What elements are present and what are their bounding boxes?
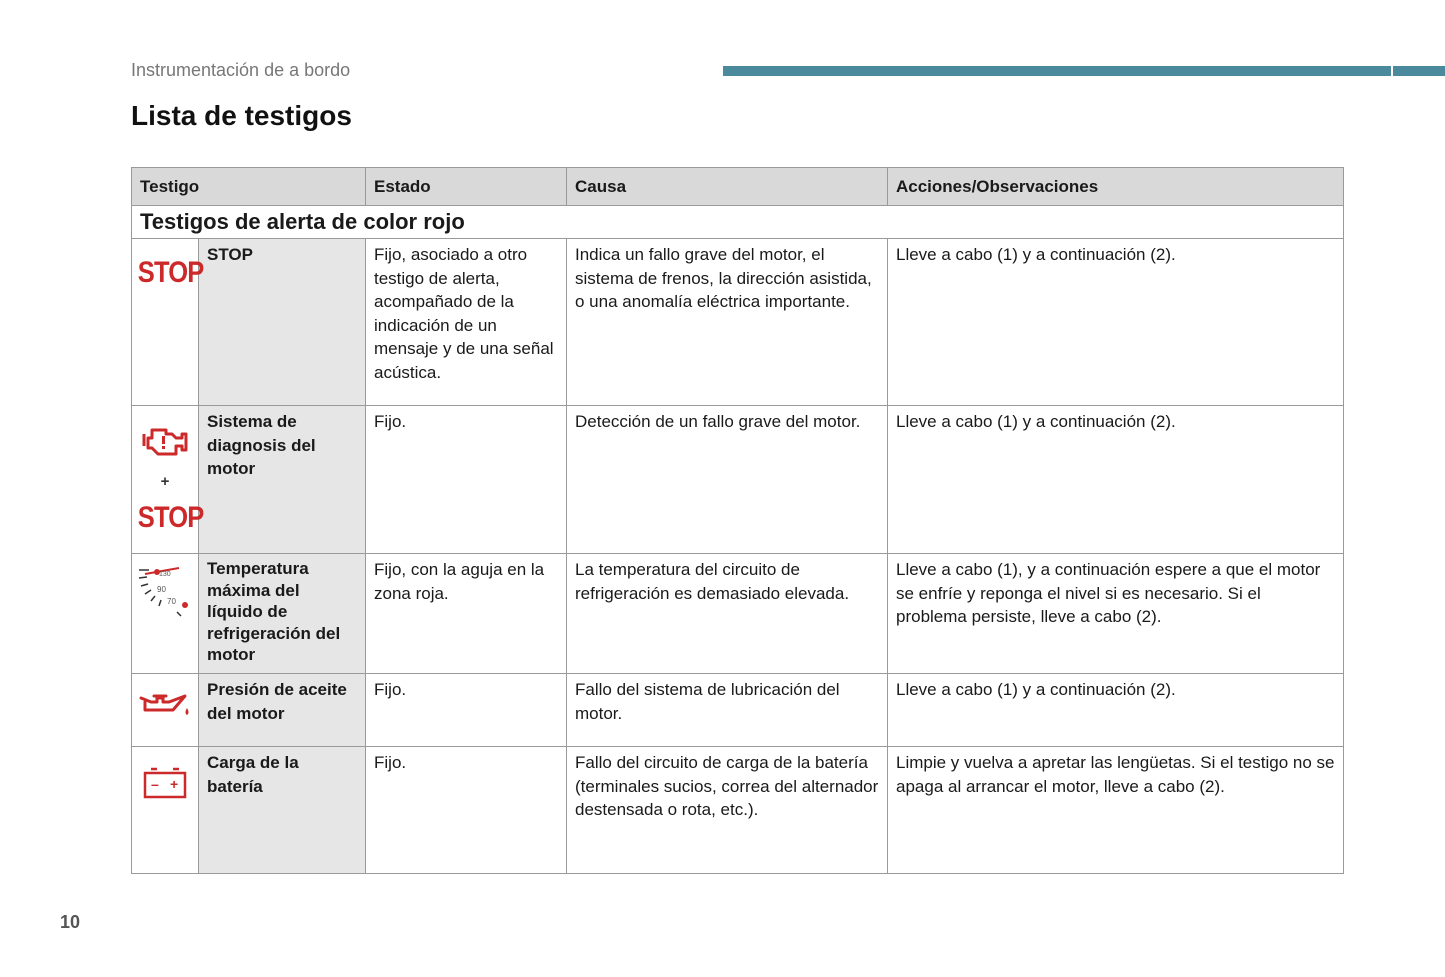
acciones-cell: Lleve a cabo (1) y a continuación (2). bbox=[888, 406, 1344, 554]
warning-name: Sistema de diagnosis del motor bbox=[199, 406, 366, 554]
table-row bbox=[132, 747, 1344, 874]
gauge-label: 70 bbox=[167, 597, 176, 606]
causa-cell: Detección de un fallo grave del motor. bbox=[567, 406, 888, 554]
plus-sign: + bbox=[160, 473, 170, 490]
estado-cell: Fijo, con la aguja en la zona roja. bbox=[366, 554, 567, 674]
estado-cell: Fijo. bbox=[366, 406, 567, 554]
column-header-causa: Causa bbox=[567, 168, 888, 206]
causa-cell: Fallo del circuito de carga de la batería (terminales sucios, correa del alternador destensada o rota, etc.). bbox=[567, 747, 888, 874]
engine-diagnosis-icon-cell bbox=[132, 406, 204, 554]
group-title: Testigos de alerta de color rojo bbox=[132, 206, 1344, 239]
warning-name: STOP bbox=[199, 239, 366, 406]
warning-name: Temperatura máxima del líquido de refrigeración del motor bbox=[199, 554, 366, 674]
estado-cell: Fijo, asociado a otro testigo de alerta, acompañado de la indicación de un mensaje y de una señal acústica. bbox=[366, 239, 567, 406]
acciones-cell: Lleve a cabo (1) y a continuación (2). bbox=[888, 674, 1344, 747]
battery-charge-icon-cell bbox=[132, 747, 199, 874]
table-row bbox=[132, 674, 1344, 747]
group-row bbox=[132, 206, 1344, 239]
table-header-row bbox=[132, 168, 1344, 206]
table-row bbox=[132, 406, 1344, 554]
warning-name: Carga de la batería bbox=[199, 747, 366, 874]
oil-pressure-icon bbox=[137, 688, 193, 724]
table-row bbox=[132, 239, 1344, 406]
column-header-testigo: Testigo bbox=[132, 168, 366, 206]
coolant-temperature-icon-cell bbox=[132, 554, 199, 674]
page-number: 10 bbox=[60, 912, 81, 932]
page-title: Lista de testigos bbox=[131, 100, 352, 131]
acciones-cell: Limpie y vuelva a apretar las lengüetas. Si el testigo no se apaga al arrancar el motor, lleve a cabo (2). bbox=[888, 747, 1344, 874]
causa-cell: Indica un fallo grave del motor, el sistema de frenos, la dirección asistida, o una anomalía eléctrica importante. bbox=[567, 239, 888, 406]
stop-icon: STOP bbox=[137, 500, 204, 534]
column-header-estado: Estado bbox=[366, 168, 567, 206]
warning-lights-table bbox=[131, 167, 1344, 874]
battery-plus: + bbox=[170, 776, 179, 792]
causa-cell: Fallo del sistema de lubricación del motor. bbox=[567, 674, 888, 747]
column-header-acciones: Acciones/Observaciones bbox=[888, 168, 1344, 206]
header-accent-bar bbox=[723, 66, 1445, 76]
engine-diagnosis-icon bbox=[140, 420, 190, 460]
warning-name: Presión de aceite del motor bbox=[199, 674, 366, 747]
table-row bbox=[132, 554, 1344, 674]
oil-pressure-icon-cell bbox=[132, 674, 199, 747]
acciones-cell: Lleve a cabo (1), y a continuación espere a que el motor se enfríe y reponga el nivel si es necesario. Si el problema persiste, lleve a cabo (2). bbox=[888, 554, 1344, 674]
battery-minus: – bbox=[151, 776, 159, 792]
gauge-label: 90 bbox=[157, 585, 166, 594]
section-label: Instrumentación de a bordo bbox=[131, 60, 351, 80]
causa-cell: La temperatura del circuito de refrigeración es demasiado elevada. bbox=[567, 554, 888, 674]
estado-cell: Fijo. bbox=[366, 747, 567, 874]
stop-icon: STOP bbox=[132, 239, 199, 406]
battery-charge-icon bbox=[141, 765, 189, 801]
coolant-temperature-icon bbox=[135, 560, 195, 620]
estado-cell: Fijo. bbox=[366, 674, 567, 747]
gauge-label: 130 bbox=[159, 571, 171, 578]
acciones-cell: Lleve a cabo (1) y a continuación (2). bbox=[888, 239, 1344, 406]
